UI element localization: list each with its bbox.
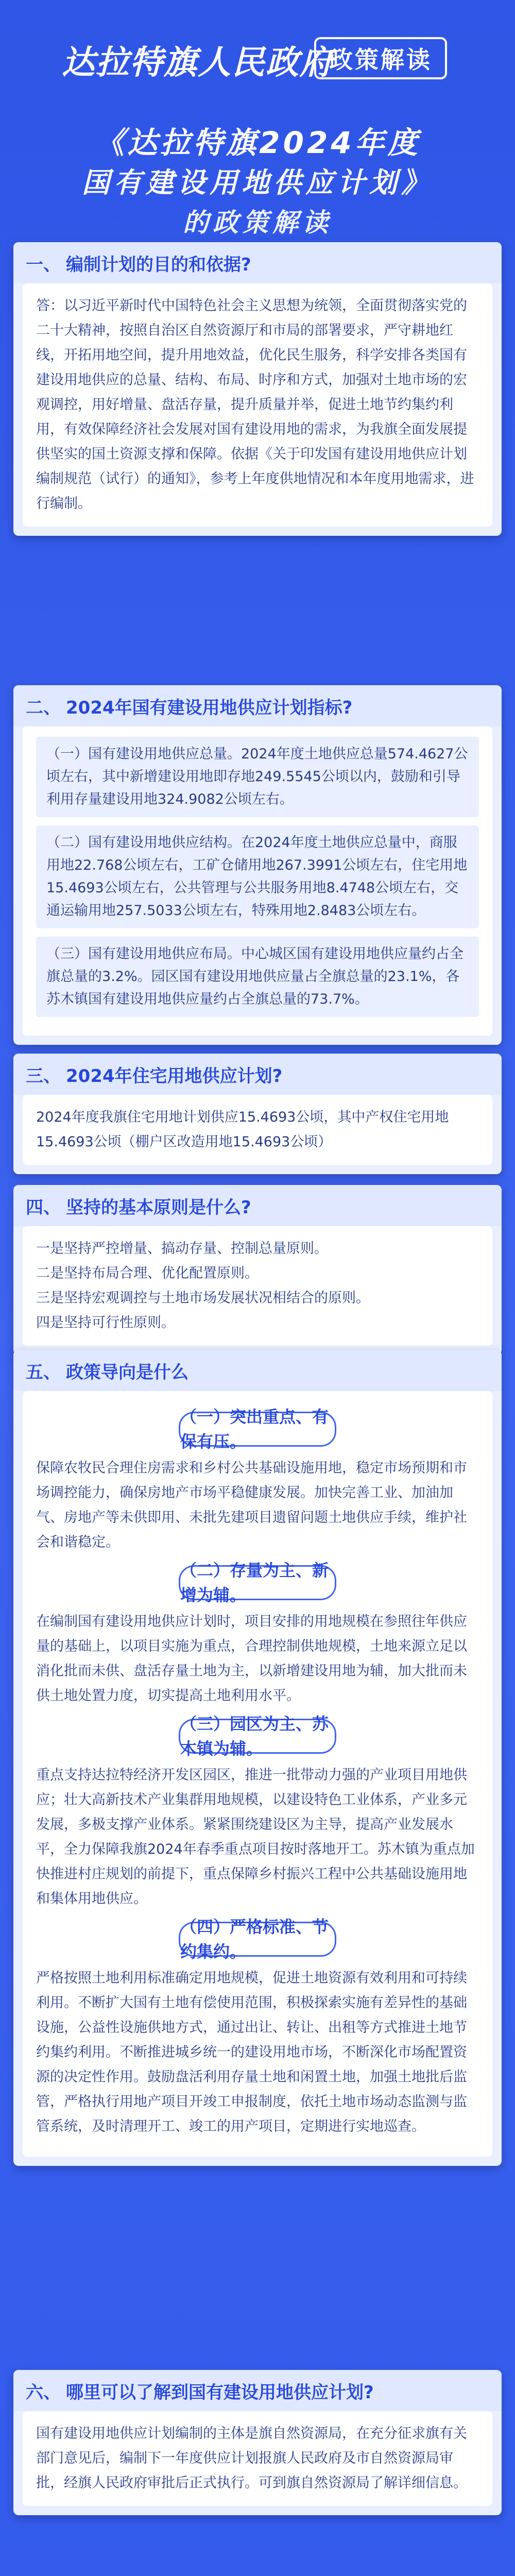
section-principles [13,1185,502,1355]
section-body [23,1226,492,1346]
page-title-line3: 的政策解读 [183,208,332,238]
section-header [13,2370,502,2411]
section-header [13,1185,502,1226]
principle-item: 一是坚持严控增量、搞动存量、控制总量原则。 [36,1241,328,1257]
section-body [23,1391,492,2157]
sub-banner: （三）园区为主、苏木镇为辅。 [179,1719,336,1754]
principle-item: 二是坚持布局合理、优化配置原则。 [36,1265,259,1281]
gov-name: 达拉特旗人民政府 [62,43,334,82]
section-header [13,242,502,283]
section-header [13,1054,502,1095]
principle-item: 三是坚持宏观调控与土地市场发展状况相结合的原则。 [36,1290,370,1306]
section-header [13,685,502,726]
section-title: 坚持的基本原则是什么? [66,1197,251,1218]
indicator-box-layout: （三）国有建设用地供应布局。中心城区国有建设用地供应量约占全旗总量的3.2%。园区国有建设用地供应量占全旗总量的23.1%，各苏木镇国有建设用地供应量约占全旗总量的73.7%。 [36,937,479,1017]
sub-text: 严格按照土地利用标准确定用地规模，促进土地资源有效利用和可持续利用。不断扩大国有土地有偿使用范围，积极探索实施有差异性的基础设施，公益性设施供地方式，通过出让、转让、出租等方式推进土地节约集约利用。不断推进城乡统一的建设用地市场，不断深化市场配置资源的决定性作用。鼓励盘活利用存量土地和闲置土地，加强土地批后监管，严格执行用地产项目开竣工申报制度，依托土地市场动态监测与监管系统，及时清理开工、竣工的用产项目，定期进行实地巡查。 [36,1970,467,2134]
page-title-line1: 《达拉特旗2024年度 [94,125,421,160]
principle-item: 四是坚持可行性原则。 [36,1315,175,1331]
section-housing [13,1054,502,1174]
indicator-box-structure: （二）国有建设用地供应结构。在2024年度土地供应总量中，商服用地22.768公顷左右，工矿仓储用地267.3991公顷左右，住宅用地15.4693公顷左右，公共管理与公共服务用地8.4748公顷左右，交通运输用地257.5033公顷左右，特殊用地2.8483公顷左右。 [36,825,479,928]
section-title: 2024年住宅用地供应计划? [66,1065,283,1087]
section-body [23,726,492,1036]
sub-text: 在编制国有建设用地供应计划时，项目安排的用地规模在参照往年供应量的基础上，以项目实施为重点，合理控制供地规模，土地来源立足以消化批而未供、盘活存量土地为主，以新增建设用地为辅，加大批而未供土地处置力度，切实提高土地利用水平。 [36,1614,467,1704]
section-number: 二、 [26,697,61,718]
sub-banner: （一）突出重点、有保有压。 [179,1412,336,1447]
section-where-to-learn [13,2370,502,2515]
section-number: 三、 [26,1065,61,1087]
section-body: 国有建设用地供应计划编制的主体是旗自然资源局，在充分征求旗有关部门意见后，编制下一年度供应计划报旗人民政府及市自然资源局审批，经旗人民政府审批后正式执行。可到旗自然资源局了解详细信息。 [23,2411,492,2506]
section-body: 答：以习近平新时代中国特色社会主义思想为统领，全面贯彻落实党的二十大精神，按照自治区自然资源厅和市局的部署要求，严守耕地红线，开拓用地空间，提升用地效益，优化民生服务，科学安排各类国有建设用地供应的总量、结构、布局、时序和方式，加强对土地市场的宏观调控，用好增量、盘活存量，提升质量并举，促进土地节约集约利用，有效保障经济社会发展对国有建设用地的需求，为我旗全面发展提供坚实的国土资源支撑和保障。依据《关于印发国有建设用地供应计划编制规范（试行）的通知》，参考上年度供地情况和本年度用地需求，进行编制。 [23,283,492,527]
section-number: 四、 [26,1197,61,1218]
policy-badge: 政策解读 [314,37,447,79]
section-title: 哪里可以了解到国有建设用地供应计划? [66,2382,374,2403]
section-indicators [13,685,502,1045]
section-body: 2024年度我旗住宅用地计划供应15.4693公顷，其中产权住宅用地15.4693公顷（棚户区改造用地15.4693公顷） [23,1095,492,1165]
page-title-line2: 国有建设用地供应计划》 [82,166,433,199]
section-title: 政策导向是什么 [66,1362,188,1383]
section-number: 五、 [26,1362,61,1383]
sub-text: 保障农牧民合理住房需求和乡村公共基础设施用地，稳定市场预期和市场调控能力，确保房地产市场平稳健康发展。加快完善工业、加油加气、房地产等未供即用、未批先建项目遗留问题土地供应手续，维护社会和谐稳定。 [36,1460,467,1550]
sub-banner: （四）严格标准、节约集约。 [179,1922,336,1957]
section-policy-direction [13,1350,502,2166]
section-number: 一、 [26,254,61,275]
header [0,0,515,238]
section-header [13,1350,502,1391]
section-title: 2024年国有建设用地供应计划指标? [66,697,353,718]
sub-banner: （二）存量为主、新增为辅。 [179,1565,336,1600]
section-title: 编制计划的目的和依据? [66,254,251,275]
section-number: 六、 [26,2382,61,2403]
indicator-box-total: （一）国有建设用地供应总量。2024年度土地供应总量574.4627公顷左右，其中新增建设用地即存地249.5545公顷以内，鼓励和引导利用存量建设用地324.9082公顷左右。 [36,737,479,817]
sub-text: 重点支持达拉特经济开发区园区，推进一批带动力强的产业项目用地供应；壮大高新技术产业集群用地规模，以建设特色工业体系，产业多元发展，多极支撑产业体系。紧紧围绕建设区为主导，提高产业发展水平，全力保障我旗2024年春季重点项目按时落地开工。苏木镇为重点加快推进村庄规划的前提下，重点保障乡村振兴工程中公共基础设施用地和集体用地供应。 [36,1767,475,1907]
section-purpose [13,242,502,536]
